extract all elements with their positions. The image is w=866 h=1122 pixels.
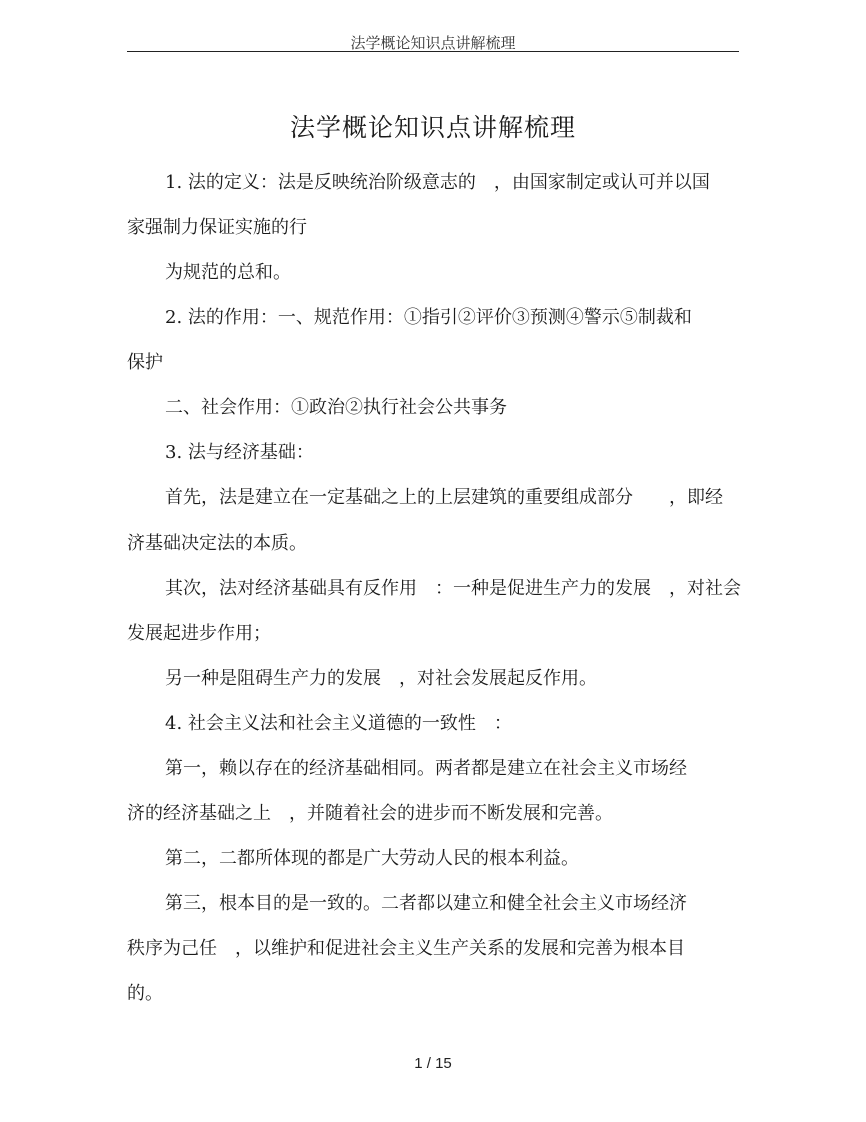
paragraph-line: 家强制力保证实施的行 <box>127 217 307 238</box>
paragraph-line: 秩序为己任 ，以维护和促进社会主义生产关系的发展和完善为根本目 <box>127 938 685 959</box>
paragraph-line: 1. 法的定义：法是反映统治阶级意志的 ，由国家制定或认可并以国 <box>165 172 710 193</box>
paragraph-line: 为规范的总和。 <box>165 262 291 283</box>
paragraph-line: 另一种是阻碍生产力的发展 ，对社会发展起反作用。 <box>165 668 597 689</box>
paragraph-line: 第三，根本目的是一致的。二者都以建立和健全社会主义市场经济 <box>165 893 687 914</box>
paragraph-line: 第一，赖以存在的经济基础相同。两者都是建立在社会主义市场经 <box>165 758 687 779</box>
paragraph-line: 首先，法是建立在一定基础之上的上层建筑的重要组成部分 ，即经 <box>165 487 723 508</box>
running-header: 法学概论知识点讲解梳理 <box>350 34 516 52</box>
document-title: 法学概论知识点讲解梳理 <box>289 113 576 142</box>
paragraph-line: 济基础决定法的本质。 <box>127 533 307 554</box>
paragraph-line: 2. 法的作用：一、规范作用：①指引②评价③预测④警示⑤制裁和 <box>165 307 692 328</box>
paragraph-line: 的。 <box>127 983 163 1004</box>
paragraph-line: 其次，法对经济基础具有反作用 ：一种是促进生产力的发展 ，对社会 <box>165 578 741 599</box>
paragraph-line: 保护 <box>127 352 163 373</box>
paragraph-line: 第二，二都所体现的都是广大劳动人民的根本利益。 <box>165 848 579 869</box>
header-divider <box>127 51 739 52</box>
page-indicator: 1 / 15 <box>414 1055 452 1072</box>
paragraph-line: 二、社会作用：①政治②执行社会公共事务 <box>165 397 507 418</box>
paragraph-line: 3. 法与经济基础： <box>165 442 314 463</box>
paragraph-line: 发展起进步作用； <box>127 623 271 644</box>
paragraph-line: 济的经济基础之上 ，并随着社会的进步而不断发展和完善。 <box>127 803 613 824</box>
paragraph-line: 4. 社会主义法和社会主义道德的一致性 ： <box>165 713 512 734</box>
